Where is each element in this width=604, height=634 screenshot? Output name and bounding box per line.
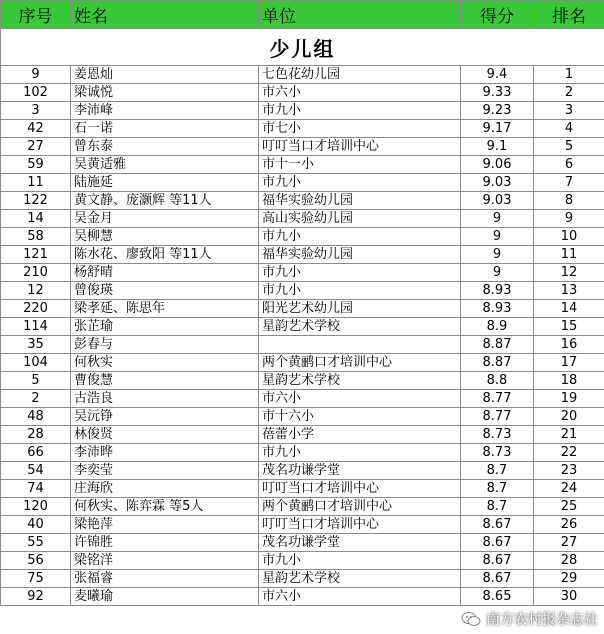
- cell-unit: 市九小: [259, 282, 461, 300]
- header-score: 得分: [461, 1, 534, 29]
- cell-rank: 27: [534, 534, 604, 552]
- cell-name: 彭春与: [71, 336, 259, 354]
- table-row: [1, 372, 604, 390]
- cell-name: 梁艳萍: [71, 516, 259, 534]
- cell-score: 8.77: [461, 390, 534, 408]
- header-unit: 单位: [259, 1, 461, 29]
- cell-no: 3: [1, 102, 71, 120]
- cell-score: 8.67: [461, 516, 534, 534]
- cell-unit: 叮叮当口才培训中心: [259, 516, 461, 534]
- cell-rank: 13: [534, 282, 604, 300]
- cell-score: 8.7: [461, 480, 534, 498]
- cell-no: 42: [1, 120, 71, 138]
- cell-no: 114: [1, 318, 71, 336]
- table-row: [1, 102, 604, 120]
- wechat-icon: [461, 611, 481, 627]
- cell-no: 102: [1, 84, 71, 102]
- cell-no: 40: [1, 516, 71, 534]
- cell-score: 8.65: [461, 588, 534, 606]
- cell-name: 李奕莹: [71, 462, 259, 480]
- table-row: [1, 246, 604, 264]
- cell-no: 27: [1, 138, 71, 156]
- cell-rank: 26: [534, 516, 604, 534]
- watermark-text: 南方农村报杂志社: [486, 612, 598, 628]
- cell-unit: 两个黄鹂口才培训中心: [259, 498, 461, 516]
- cell-unit: 市六小: [259, 588, 461, 606]
- cell-name: 梁诚悦: [71, 84, 259, 102]
- cell-name: 李沛峰: [71, 102, 259, 120]
- cell-unit: 市六小: [259, 390, 461, 408]
- cell-no: 2: [1, 390, 71, 408]
- cell-score: 9.23: [461, 102, 534, 120]
- cell-score: 8.87: [461, 336, 534, 354]
- cell-score: 8.7: [461, 462, 534, 480]
- cell-no: 104: [1, 354, 71, 372]
- cell-rank: 25: [534, 498, 604, 516]
- cell-score: 8.93: [461, 300, 534, 318]
- cell-name: 李沛晔: [71, 444, 259, 462]
- cell-unit: 叮叮当口才培训中心: [259, 138, 461, 156]
- cell-unit: 叮叮当口才培训中心: [259, 480, 461, 498]
- table-row: [1, 156, 604, 174]
- cell-rank: 20: [534, 408, 604, 426]
- cell-score: 8.67: [461, 534, 534, 552]
- cell-rank: 14: [534, 300, 604, 318]
- cell-score: 9: [461, 246, 534, 264]
- cell-unit: 茂名功谦学堂: [259, 534, 461, 552]
- cell-unit: 阳光艺术幼儿园: [259, 300, 461, 318]
- table-row: [1, 192, 604, 210]
- cell-rank: 7: [534, 174, 604, 192]
- cell-name: 吴沅铮: [71, 408, 259, 426]
- cell-score: 9: [461, 264, 534, 282]
- cell-no: 35: [1, 336, 71, 354]
- table-row: [1, 66, 604, 84]
- cell-unit: 市九小: [259, 174, 461, 192]
- cell-no: 75: [1, 570, 71, 588]
- cell-no: 11: [1, 174, 71, 192]
- cell-score: 9.33: [461, 84, 534, 102]
- cell-score: 8.87: [461, 354, 534, 372]
- cell-score: 8.73: [461, 444, 534, 462]
- cell-score: 8.7: [461, 498, 534, 516]
- cell-rank: 16: [534, 336, 604, 354]
- cell-score: 8.73: [461, 426, 534, 444]
- cell-score: 9.17: [461, 120, 534, 138]
- cell-rank: 17: [534, 354, 604, 372]
- cell-rank: 23: [534, 462, 604, 480]
- table-row: [1, 282, 604, 300]
- cell-name: 梁铭洋: [71, 552, 259, 570]
- cell-name: 张福睿: [71, 570, 259, 588]
- group-row: [1, 29, 604, 66]
- table-row: [1, 444, 604, 462]
- cell-rank: 9: [534, 210, 604, 228]
- cell-rank: 19: [534, 390, 604, 408]
- cell-no: 120: [1, 498, 71, 516]
- cell-name: 陈水花、廖致阳 等11人: [71, 246, 259, 264]
- cell-no: 12: [1, 282, 71, 300]
- cell-name: 陆施延: [71, 174, 259, 192]
- cell-score: 8.77: [461, 408, 534, 426]
- cell-no: 5: [1, 372, 71, 390]
- table-row: [1, 480, 604, 498]
- cell-unit: 两个黄鹂口才培训中心: [259, 354, 461, 372]
- cell-unit: 星韵艺术学校: [259, 318, 461, 336]
- cell-no: 55: [1, 534, 71, 552]
- table-row: [1, 318, 604, 336]
- cell-name: 杨舒晴: [71, 264, 259, 282]
- cell-score: 8.93: [461, 282, 534, 300]
- cell-name: 吴金月: [71, 210, 259, 228]
- table-row: [1, 138, 604, 156]
- cell-score: 9.03: [461, 174, 534, 192]
- cell-no: 59: [1, 156, 71, 174]
- cell-name: 曹俊慧: [71, 372, 259, 390]
- group-title: 少儿组: [1, 29, 604, 66]
- cell-rank: 3: [534, 102, 604, 120]
- cell-name: 何秋实、陈弈霖 等5人: [71, 498, 259, 516]
- cell-rank: 22: [534, 444, 604, 462]
- table-row: [1, 390, 604, 408]
- table-row: [1, 408, 604, 426]
- cell-score: 9: [461, 228, 534, 246]
- cell-unit: 市六小: [259, 84, 461, 102]
- header-name: 姓名: [71, 1, 259, 29]
- cell-name: 黄文静、庞灏辉 等11人: [71, 192, 259, 210]
- table-row: [1, 552, 604, 570]
- table-row: [1, 336, 604, 354]
- table-row: [1, 228, 604, 246]
- cell-rank: 30: [534, 588, 604, 606]
- table-row: [1, 174, 604, 192]
- cell-rank: 8: [534, 192, 604, 210]
- cell-score: 8.67: [461, 552, 534, 570]
- cell-unit: 星韵艺术学校: [259, 570, 461, 588]
- table-body: [1, 1, 604, 606]
- cell-score: 9.4: [461, 66, 534, 84]
- cell-name: 麦曦瑜: [71, 588, 259, 606]
- header-row: [1, 1, 604, 29]
- cell-name: 曾东泰: [71, 138, 259, 156]
- cell-score: 9.06: [461, 156, 534, 174]
- table-row: [1, 534, 604, 552]
- cell-unit: 市九小: [259, 228, 461, 246]
- cell-no: 74: [1, 480, 71, 498]
- cell-unit: 市七小: [259, 120, 461, 138]
- cell-name: 林俊贤: [71, 426, 259, 444]
- cell-no: 56: [1, 552, 71, 570]
- cell-score: 8.8: [461, 372, 534, 390]
- cell-score: 9.1: [461, 138, 534, 156]
- cell-no: 48: [1, 408, 71, 426]
- cell-unit: 市九小: [259, 444, 461, 462]
- header-rank: 排名: [534, 1, 604, 29]
- table-row: [1, 462, 604, 480]
- cell-rank: 4: [534, 120, 604, 138]
- cell-unit: 蓓蕾小学: [259, 426, 461, 444]
- cell-no: 92: [1, 588, 71, 606]
- table-row: [1, 426, 604, 444]
- cell-name: 姜恩灿: [71, 66, 259, 84]
- cell-no: 122: [1, 192, 71, 210]
- cell-rank: 29: [534, 570, 604, 588]
- cell-rank: 18: [534, 372, 604, 390]
- cell-unit: 星韵艺术学校: [259, 372, 461, 390]
- cell-no: 9: [1, 66, 71, 84]
- table-row: [1, 210, 604, 228]
- cell-name: 张芷瑜: [71, 318, 259, 336]
- table-row: [1, 264, 604, 282]
- cell-no: 14: [1, 210, 71, 228]
- cell-rank: 24: [534, 480, 604, 498]
- cell-rank: 5: [534, 138, 604, 156]
- table-row: [1, 588, 604, 606]
- table-row: [1, 354, 604, 372]
- cell-unit: 高山实验幼儿园: [259, 210, 461, 228]
- header-no: 序号: [1, 1, 71, 29]
- cell-rank: 28: [534, 552, 604, 570]
- cell-unit: 七色花幼儿园: [259, 66, 461, 84]
- cell-unit: [259, 336, 461, 354]
- cell-no: 58: [1, 228, 71, 246]
- cell-rank: 21: [534, 426, 604, 444]
- cell-unit: 茂名功谦学堂: [259, 462, 461, 480]
- cell-no: 220: [1, 300, 71, 318]
- cell-unit: 市九小: [259, 264, 461, 282]
- cell-name: 许锦胜: [71, 534, 259, 552]
- cell-name: 吴黄适雅: [71, 156, 259, 174]
- cell-name: 古浩良: [71, 390, 259, 408]
- cell-unit: 市十六小: [259, 408, 461, 426]
- cell-rank: 10: [534, 228, 604, 246]
- cell-rank: 6: [534, 156, 604, 174]
- cell-score: 8.67: [461, 570, 534, 588]
- cell-unit: 市十一小: [259, 156, 461, 174]
- cell-score: 9.03: [461, 192, 534, 210]
- cell-unit: 市九小: [259, 102, 461, 120]
- cell-unit: 市九小: [259, 552, 461, 570]
- cell-name: 石一诺: [71, 120, 259, 138]
- table-row: [1, 498, 604, 516]
- table-row: [1, 516, 604, 534]
- cell-name: 梁孝延、陈思年: [71, 300, 259, 318]
- cell-score: 8.9: [461, 318, 534, 336]
- cell-no: 121: [1, 246, 71, 264]
- cell-rank: 1: [534, 66, 604, 84]
- cell-no: 54: [1, 462, 71, 480]
- cell-rank: 11: [534, 246, 604, 264]
- cell-name: 庄海欣: [71, 480, 259, 498]
- cell-name: 曾俊瑛: [71, 282, 259, 300]
- table-row: [1, 570, 604, 588]
- cell-rank: 15: [534, 318, 604, 336]
- cell-no: 66: [1, 444, 71, 462]
- table-row: [1, 84, 604, 102]
- cell-no: 28: [1, 426, 71, 444]
- cell-rank: 2: [534, 84, 604, 102]
- watermark: [461, 609, 598, 629]
- cell-score: 9: [461, 210, 534, 228]
- cell-name: 何秋实: [71, 354, 259, 372]
- cell-unit: 福华实验幼儿园: [259, 192, 461, 210]
- table-row: [1, 300, 604, 318]
- cell-name: 吴柳慧: [71, 228, 259, 246]
- cell-no: 210: [1, 264, 71, 282]
- cell-unit: 福华实验幼儿园: [259, 246, 461, 264]
- cell-rank: 12: [534, 264, 604, 282]
- table-row: [1, 120, 604, 138]
